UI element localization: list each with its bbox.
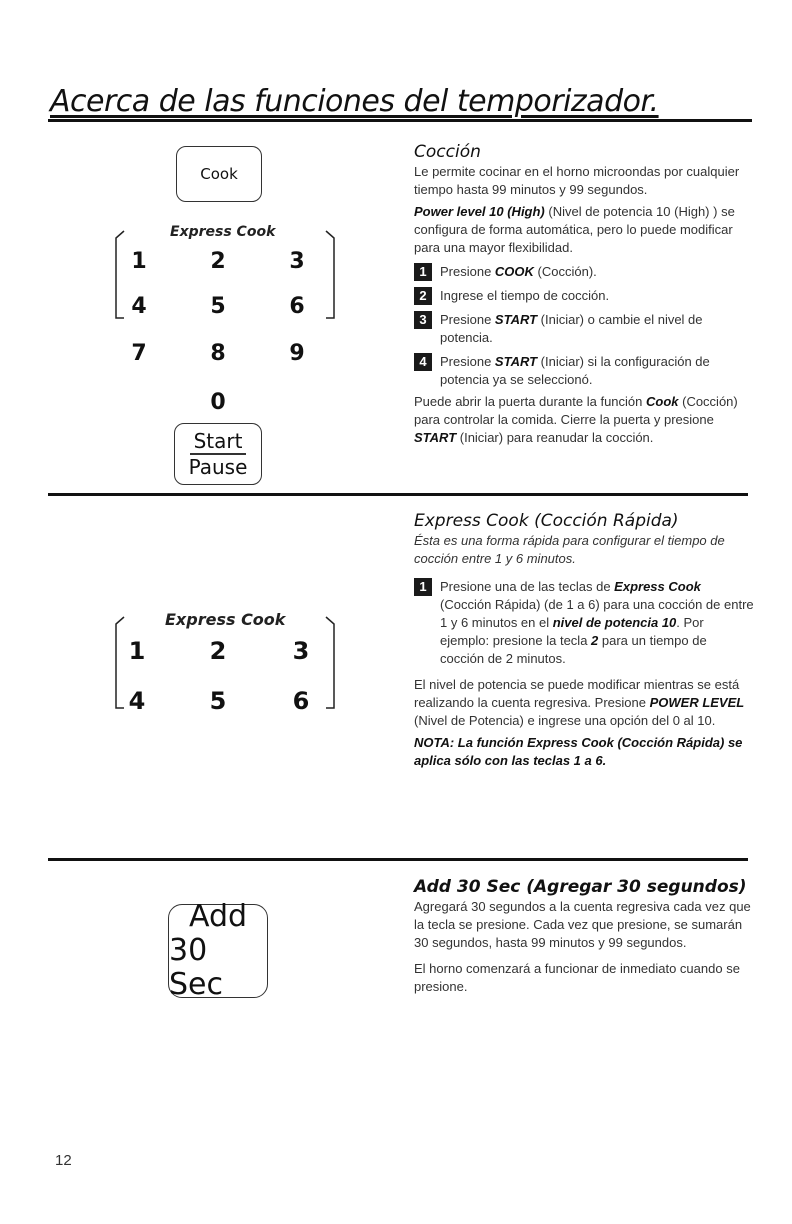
key-8[interactable]: 8 bbox=[210, 341, 226, 366]
add30-section bbox=[414, 878, 754, 1000]
step-text-a: Presione bbox=[440, 312, 495, 327]
coccion-step-1 bbox=[414, 263, 754, 281]
add30-paragraph-2: El horno comenzará a funcionar de inmediato cuando se presione. bbox=[414, 961, 740, 994]
power-level-emphasis: nivel de potencia 10 bbox=[552, 615, 677, 630]
door-cook-emphasis: Cook bbox=[646, 394, 679, 409]
step-text-a: Presione una de las teclas de bbox=[440, 579, 615, 594]
express-section bbox=[414, 512, 754, 774]
step-number: 1 bbox=[414, 578, 432, 596]
step-text bbox=[440, 287, 754, 305]
express-key-4[interactable]: 4 bbox=[128, 687, 146, 715]
step-emphasis: START bbox=[494, 312, 538, 327]
power-text-a: El nivel de potencia se puede modificar mientras se está realizando la cuenta regresiva. Presione bbox=[414, 677, 740, 710]
door-text-a: Puede abrir la puerta durante la función bbox=[414, 394, 646, 409]
coccion-step-2 bbox=[414, 287, 754, 305]
power-level-label: Power level 10 (High) bbox=[414, 204, 545, 219]
key-5[interactable]: 5 bbox=[210, 294, 226, 319]
express-step-1 bbox=[414, 578, 754, 668]
key-9[interactable]: 9 bbox=[289, 341, 305, 366]
coccion-power-paragraph bbox=[414, 203, 754, 257]
step-text-b: (Cocción). bbox=[533, 264, 597, 279]
step-text bbox=[440, 311, 754, 347]
power-level-key-emphasis: POWER LEVEL bbox=[649, 695, 745, 710]
express-key-3[interactable]: 3 bbox=[292, 637, 310, 665]
step-text-a: Presione bbox=[440, 264, 495, 279]
coccion-step-3 bbox=[414, 311, 754, 347]
step-text bbox=[440, 578, 754, 668]
step-number: 3 bbox=[414, 311, 432, 329]
add-sec-label: 30 Sec bbox=[169, 933, 223, 1002]
coccion-section bbox=[414, 143, 754, 451]
step-text bbox=[440, 353, 754, 389]
step-text-d: para un tiempo de cocción de 2 minutos. bbox=[440, 633, 707, 666]
cook-button[interactable] bbox=[176, 146, 262, 202]
key-4[interactable]: 4 bbox=[131, 294, 147, 319]
section-divider bbox=[48, 858, 748, 861]
step-number: 2 bbox=[414, 287, 432, 305]
coccion-door-paragraph bbox=[414, 393, 754, 447]
express-power-paragraph bbox=[414, 676, 754, 730]
power-level-text: (Nivel de potencia 10 (High) ) se configura de forma automática, pero lo puede modificar para una mayor flexibilidad. bbox=[414, 204, 735, 255]
step-text-a: Ingrese el tiempo de cocción. bbox=[440, 288, 610, 303]
step-emphasis: START bbox=[494, 354, 538, 369]
key-0[interactable]: 0 bbox=[210, 390, 226, 415]
start-pause-button[interactable] bbox=[174, 423, 262, 485]
add30-heading: Add 30 Sec (Agregar 30 segundos) bbox=[414, 877, 747, 897]
step-text-b: (Iniciar) si la configuración de potencia ya se seleccionó. bbox=[440, 354, 710, 387]
key-6[interactable]: 6 bbox=[289, 294, 305, 319]
power-text-b: (Nivel de Potencia) e ingrese una opción del 0 al 10. bbox=[414, 713, 716, 728]
add30-paragraph-1: Agregará 30 segundos a la cuenta regresiva cada vez que la tecla se presione. Cada vez que presione, se sumarán 30 segundos, hasta 99 minutos y 99 segundos. bbox=[414, 899, 751, 950]
express-note: NOTA: La función Express Cook (Cocción Rápida) se aplica sólo con las teclas 1 a 6. bbox=[414, 735, 743, 768]
door-text-b: (Cocción) para controlar la comida. Cierre la puerta y presione bbox=[414, 394, 738, 427]
step-number: 4 bbox=[414, 353, 432, 371]
step-text-a: Presione bbox=[440, 354, 495, 369]
express-key-5[interactable]: 5 bbox=[209, 687, 227, 715]
step-text-b: (Iniciar) o cambie el nivel de potencia. bbox=[440, 312, 703, 345]
page-number: 12 bbox=[55, 1152, 72, 1169]
page-title: Acerca de las funciones del temporizador. bbox=[50, 84, 659, 119]
key-1[interactable]: 1 bbox=[131, 249, 147, 274]
key-7[interactable]: 7 bbox=[131, 341, 147, 366]
express-key-6[interactable]: 6 bbox=[292, 687, 310, 715]
coccion-intro: Le permite cocinar en el horno microondas por cualquier tiempo hasta 99 minutos y 99 segundos. bbox=[414, 164, 740, 197]
express-cook-label: Express Cook bbox=[165, 610, 286, 629]
step-number: 1 bbox=[414, 263, 432, 281]
section-divider bbox=[48, 493, 748, 496]
coccion-step-4 bbox=[414, 353, 754, 389]
title-underline-rule bbox=[48, 119, 752, 122]
door-start-emphasis: START bbox=[414, 430, 457, 445]
coccion-heading: Cocción bbox=[414, 142, 481, 162]
key-2-emphasis: 2 bbox=[591, 633, 599, 648]
add-30-sec-button[interactable] bbox=[168, 899, 268, 1002]
step-text bbox=[440, 263, 754, 281]
door-text-c: (Iniciar) para reanudar la cocción. bbox=[456, 430, 654, 445]
key-2[interactable]: 2 bbox=[210, 249, 226, 274]
express-key-1[interactable]: 1 bbox=[128, 637, 146, 665]
start-label: Start bbox=[193, 429, 243, 454]
express-cook-emphasis: Express Cook bbox=[614, 579, 701, 594]
step-emphasis: COOK bbox=[494, 264, 534, 279]
add-label: Add bbox=[188, 899, 248, 934]
express-subtitle: Ésta es una forma rápida para configurar el tiempo de cocción entre 1 y 6 minutos. bbox=[414, 533, 725, 566]
cook-button-label: Cook bbox=[200, 165, 238, 183]
step-text-b: (Cocción Rápida) (de 1 a 6) para una cocción de entre 1 y 6 minutos en el bbox=[440, 597, 754, 630]
pause-label: Pause bbox=[188, 454, 248, 479]
express-key-2[interactable]: 2 bbox=[209, 637, 227, 665]
step-text-c: . Por ejemplo: presione la tecla bbox=[440, 615, 704, 648]
key-3[interactable]: 3 bbox=[289, 249, 305, 274]
express-heading: Express Cook (Cocción Rápida) bbox=[414, 511, 679, 531]
express-cook-label: Express Cook bbox=[170, 224, 276, 240]
